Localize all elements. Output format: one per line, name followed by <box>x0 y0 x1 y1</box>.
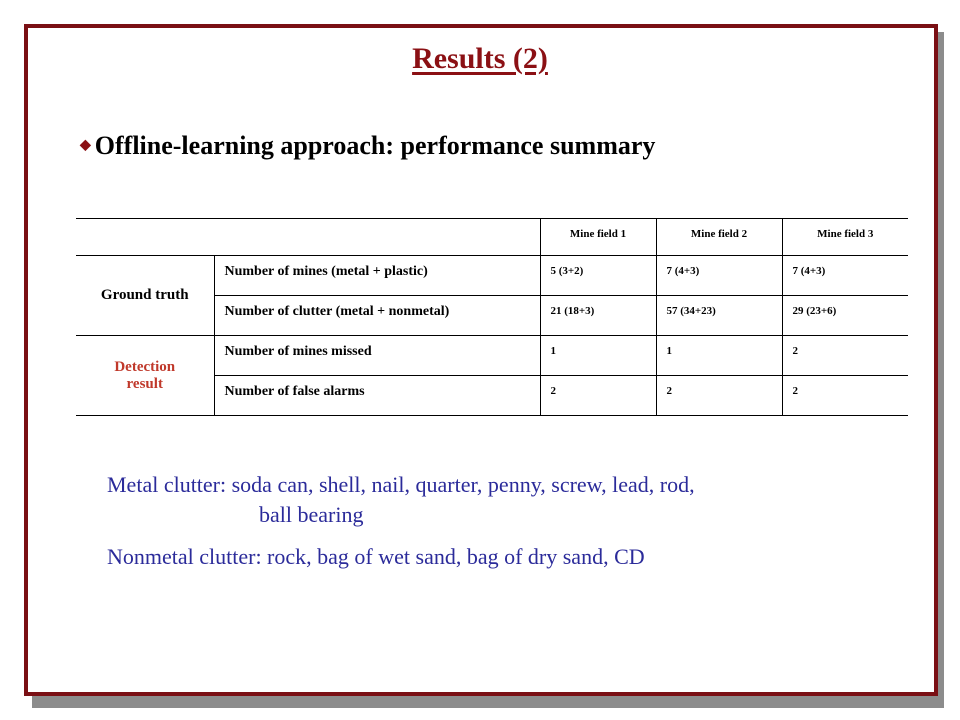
metal-clutter-line1: Metal clutter: soda can, shell, nail, quarter, penny, screw, lead, rod, <box>107 472 695 497</box>
table-cell: 2 <box>656 376 782 416</box>
clutter-notes <box>107 470 695 572</box>
table-cell: 2 <box>540 376 656 416</box>
row-label: Number of clutter (metal + nonmetal) <box>214 296 540 336</box>
column-header: Mine field 1 <box>540 219 656 256</box>
column-header: Mine field 3 <box>782 219 908 256</box>
table-row <box>76 256 908 296</box>
subtitle-text: Offline-learning approach: performance summary <box>94 131 656 160</box>
slide-title: Results (2) <box>412 42 548 75</box>
metal-clutter-line2: ball bearing <box>259 502 364 527</box>
detection-label-line2: result <box>126 375 163 392</box>
table-cell: 21 (18+3) <box>540 296 656 336</box>
table-cell: 1 <box>656 336 782 376</box>
table-cell: 7 (4+3) <box>782 256 908 296</box>
slide-subtitle <box>80 131 655 161</box>
diamond-bullet-icon: ◆ <box>80 138 91 153</box>
row-label: Number of mines (metal + plastic) <box>214 256 540 296</box>
table-cell: 7 (4+3) <box>656 256 782 296</box>
group-label-detection-result <box>76 336 214 416</box>
performance-table <box>76 218 908 416</box>
table-header-row <box>76 219 908 256</box>
row-label: Number of mines missed <box>214 336 540 376</box>
group-label-ground-truth: Ground truth <box>76 256 214 336</box>
table-cell: 2 <box>782 376 908 416</box>
nonmetal-clutter-line: Nonmetal clutter: rock, bag of wet sand, bag of dry sand, CD <box>107 544 645 569</box>
table-row <box>76 336 908 376</box>
table-cell: 2 <box>782 336 908 376</box>
table-cell: 5 (3+2) <box>540 256 656 296</box>
column-header: Mine field 2 <box>656 219 782 256</box>
table-cell: 57 (34+23) <box>656 296 782 336</box>
detection-label-line1: Detection <box>114 358 176 375</box>
row-label: Number of false alarms <box>214 376 540 416</box>
table-cell: 1 <box>540 336 656 376</box>
table-corner-cell <box>76 219 540 256</box>
table-cell: 29 (23+6) <box>782 296 908 336</box>
